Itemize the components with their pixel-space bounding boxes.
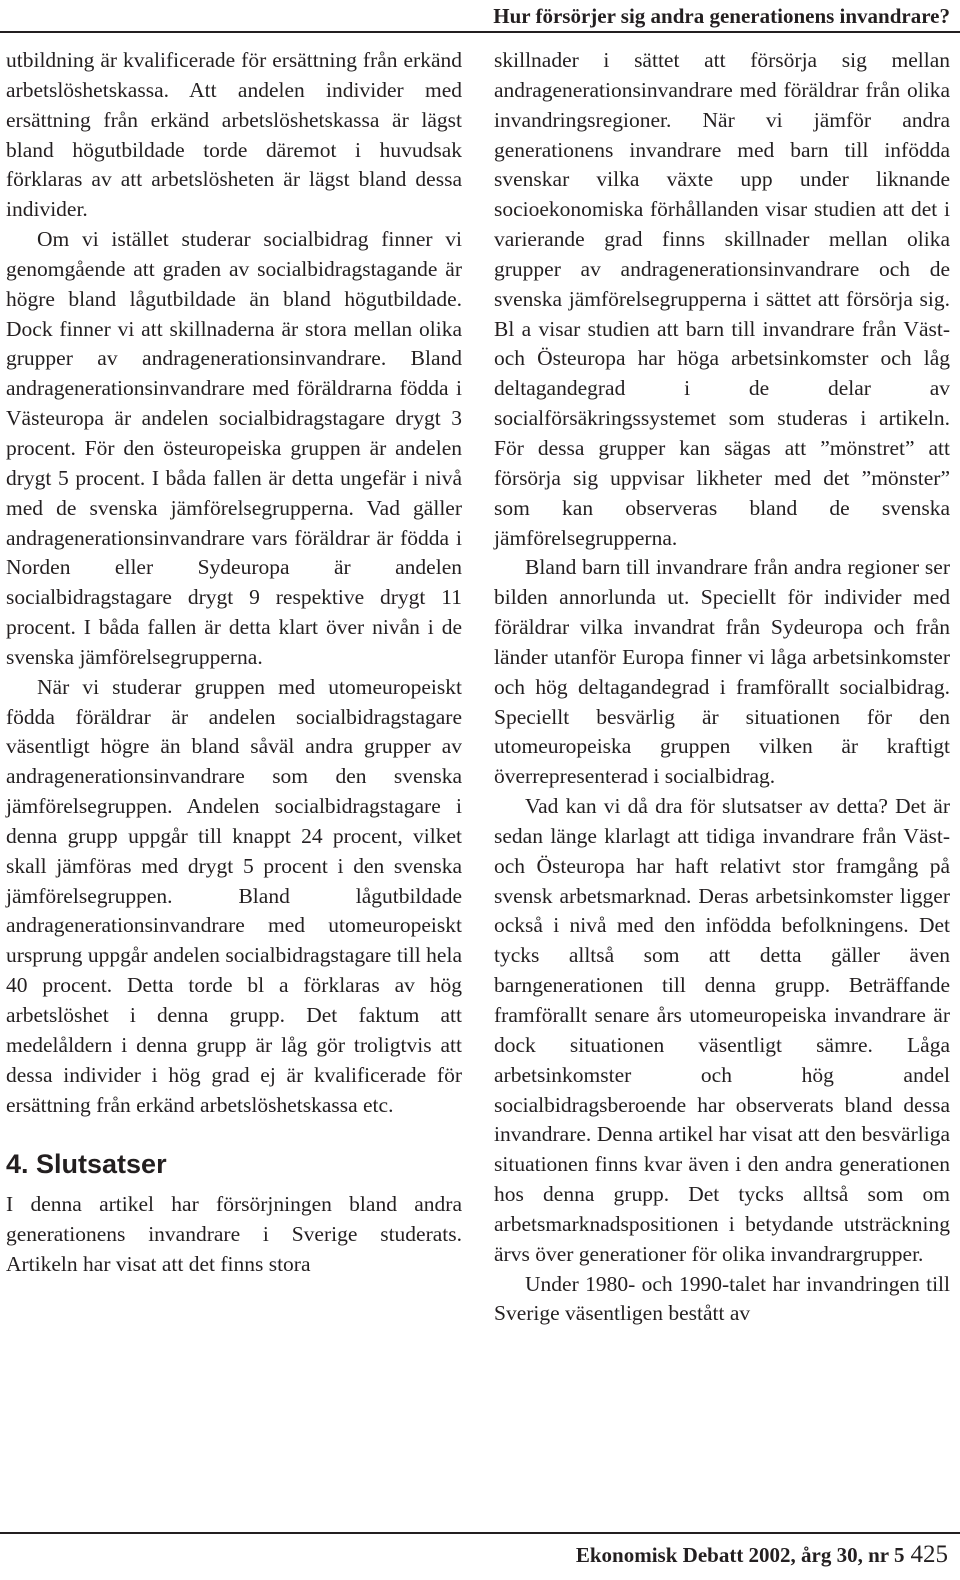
section-heading: 4. Slutsatser bbox=[6, 1149, 167, 1180]
footer bbox=[576, 1538, 948, 1572]
paragraph: skillnader i sättet att försörja sig mellan andragenerationsinvandrare med föräldrar från olika invandringsregioner. När vi jämför andra generationens invandrare med barn till infödda svenskar vilka växte upp under liknande socioekonomiska förhållanden visar studien att det i varierande grad finns skillnader mellan olika grupper av andragenerationsinvandrare och de svenska jämförelsegrupperna i sättet att försörja sig. Bl a visar studien att barn till invandrare från Väst- och Östeuropa har höga arbetsinkomster och låg deltagandegrad i de delar av socialförsäkringssystemet som studeras i artikeln. För dessa grupper kan sägas att ”mönstret” att försörja sig uppvisar likheter med det ”mönster” som kan observeras bland de svenska jämförelsegrupperna. bbox=[494, 48, 950, 550]
paragraph: utbildning är kvalificerade för ersättning från erkänd arbetslöshetskassa. Att andelen individer med ersättning från erkänd arbetslöshetskassa är lägst bland högutbildade torde däremot i huvudsak förklaras av att arbetslösheten är lägst bland dessa individer. bbox=[6, 48, 462, 222]
paragraph: Om vi istället studerar socialbidrag finner vi genomgående att graden av socialbidragstagande är högre bland lågutbildade än bland högutbildade. Dock finner vi att skillnaderna är stora mellan olika grupper av andragenerationsinvandrare. Bland andragenerationsinvandrare med föräldrarna födda i Västeuropa är andelen socialbidragstagare drygt 3 procent. För den östeuropeiska gruppen är andelen drygt 5 procent. I båda fallen är detta ungefär i nivå med de svenska jämförelsegrupperna. Vad gäller andragenerationsinvandrare vars föräldrar är födda i Norden eller Sydeuropa är andelen socialbidragstagare drygt 9 respektive drygt 11 procent. I båda fallen är detta klart över nivån i de svenska jämförelsegrupperna. bbox=[6, 227, 462, 669]
running-title: Hur försörjer sig andra generationens invandrare? bbox=[493, 4, 950, 28]
journal-citation: Ekonomisk Debatt 2002, årg 30, nr 5 bbox=[575, 1543, 905, 1567]
left-column bbox=[6, 46, 462, 1280]
paragraph: Vad kan vi då dra för slutsatser av detta? Det är sedan länge klarlagt att tidiga invandrare från Väst- och Östeuropa har haft relativt stor framgång på svensk arbetsmarknad. Deras arbetsinkomster ligger också i nivå med den infödda befolkningens. Det tycks alltså som att detta gäller även barngenerationen till denna grupp. Beträffande framförallt senare års utomeuropeiska invandrare är dock situationen väsentligt sämre. Låga arbetsinkomster och hög andel socialbidragsberoende har observerats bland dessa invandrare. Denna artikel har visat att den besvärliga situationen finns kvar även i den andra generationen hos denna grupp. Det tycks alltså som om arbetsmarknadspositionen i betydande utsträckning ärvs över generationer för olika invandrargrupper. bbox=[494, 794, 950, 1266]
paragraph: Bland barn till invandrare från andra regioner ser bilden annorlunda ut. Speciellt för individer med föräldrar vilka invandrat från Sydeuropa och från länder utanför Europa finner vi låga arbetsinkomster och hög deltagandegrad i framförallt socialbidrag. Speciellt besvärlig är situationen för den utomeuropeiska gruppen vilken är kraftigt överrepresenterad i socialbidrag. bbox=[494, 555, 950, 789]
paragraph: I denna artikel har försörjningen bland andra generationens invandrare i Sverige studerats. Artikeln har visat att det finns stora bbox=[6, 1192, 462, 1277]
paragraph: När vi studerar gruppen med utomeuropeiskt födda föräldrar är andelen socialbidragstagare väsentligt högre än bland såväl andra grupper av andragenerationsinvandrare som den svenska jämförelsegruppen. Andelen socialbidragstagare i denna grupp uppgår till knappt 24 procent, vilket skall jämföras med drygt 5 procent i den svenska jämförelsegruppen. Bland lågutbildade andragenerationsinvandrare med utomeuropeiskt ursprung uppgår andelen socialbidragstagare till hela 40 procent. Detta torde bl a förklaras av hög arbetslöshet i denna grupp. Det faktum att medelåldern i denna grupp är låg gör troligtvis att dessa individer i hög grad ej är kvalificerade för ersättning från erkänd arbetslöshetskassa etc. bbox=[6, 674, 462, 1117]
page-number: 425 bbox=[910, 1541, 948, 1568]
paragraph: Under 1980- och 1990-talet har invandringen till Sverige väsentligen bestått av bbox=[494, 1271, 950, 1326]
header-rule bbox=[0, 31, 960, 33]
right-column bbox=[494, 46, 950, 1329]
footer-rule bbox=[0, 1532, 960, 1534]
